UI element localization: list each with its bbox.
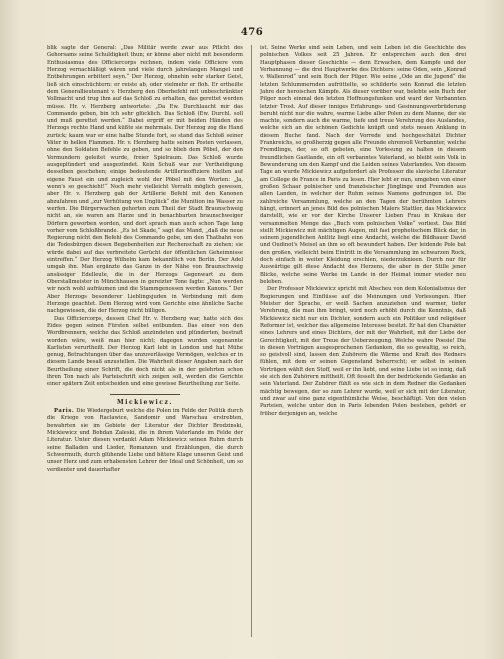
left-paragraph-1: blik sagte der General: „Das Militär werde zwar aus Pflicht des Gehorsams seine Schuldigkeit thun; er könne aber nicht mit besonderm Enthusiasmus des Officiercorps rechnen, indem viele Officiere vom Herzog vernachläßigt wären und viele durch jahrelangen Mangel und Entbehrungen erbittert seyn.“ Der Herzog, ohnehin sehr starker Geist, ließ sich einschüchtern: er reiste ab, oder vielmehr er floh. Er ertheilte dem Generallieutenant v. Herzberg den Oberbefehl mit unbeschränkter Vollmacht und trug ihm auf das Schloß zu erhalten, das gerettet werden müsse. Hr. v. Herzberg antwortete: „Da Ew. Durchlaucht mir das Commando geben, bin ich sehr glücklich. Das Schloß (Ew. Durchl. soll und muß gerettet werden.“ Dabei ergriff er mit beiden Händen des Herzogs rechte Hand und küßte sie mehrmals. Der Herzog zog die Hand zurück; kaum war er eine halbe Stunde fort, so stand das Schloß seiner Väter in hellen Flammen. Hr. v. Herzberg hatte seinen Posten verlassen, ohne den Soldaten Befehle zu geben, und so blieb dem Pöbel, der den Vormundern geleitet wurde, freier Spielraum. Das Schloß wurde ausgeplündert und ausgezündet. Kein Schuß war zur Vertheidigung desselben geschehen; einige bedeutende Artillerieoffiziere hielten auf eigene Faust ein und zugleich wohl der Pöbel mit den Worten: „Ja, wenn's so geschieht!“ Noch mehr vielleicht Verrath möglich gewesen, aber Hr. v. Herzberg gab der Artillerie Befehl mit den Kanonen abzufahren und „zur Verhütung von Unglück“ die Munition ins Wasser zu werfen. Die Bürgerwachen gehorten zum Theil der Stadt Braunschweig nicht an, sie waren am Harze und in benachbarten braunschweiger Dörfern geworben worden, und dort sprach man auch schon Tage lang vorher vom Schloßbrande. „Es ist Skade,“ sagt das Mand, „daß die neue Regierung nicht den Befehl des Commando gebe, um den Thatbahn von die Todesbürgen diesen Begebenheiten zur Rechenschaft zu ziehen; sie würde dabei auf das verbreitete Gerücht der öffentlichen Geheimnisse eintreffen.“ Der Herzog Wilhelm kam bekanntlich von Berlin. Der Adel umgab ihn. Man ergänzte das Ganze in der Nähe von Braunschweig ansässiger Edelleute, die in der Herzogs Gegenwart zu dem Oberstallmeister in Münchhausen in gereizter Tone fagte: „Nun werden wir noch wohl aufräumen und die Stammgenossen werden Kanons.“ Der Aber Herzogs besonderer Lieblingsjuden in Verbindung mit dem Herzoge geachtet. Dem Herzog wird vom Gerichte eine ähnliche Sache nachgewiesen, die der Herzog nicht billigen. xyxy=(47,45,243,315)
section-heading: Mickiewicz. xyxy=(117,398,173,406)
left-paragraph-3 xyxy=(47,408,243,474)
dateline: Paris. xyxy=(54,408,75,414)
page-number: 476 xyxy=(240,27,264,38)
left-paragraph-2: Das Officiercorps, dessen Chef Hr. v. Herzberg war, hatte sich des Eides gegen seinen Fürsten selbst entbunden. Das einer von den Wordbrennern, welche das Schloß anzündeten und plünderten, bestraft worden wäre, weiß man hier nicht; dagegen wurden sogenannte Karlisten verurtheilt. Der Herzog Karl lebt in London und hat Mühe genug, Betrachtungen über das unzuverlässige Vermögen, welches er in diesem Lande besaß anzustellen. Die Wahrheit dieser Angaben nach der Beurtheilung einer Schrift, die doch nicht als in der gelehrten schon ihren Ton nach als Parteischrift sich zeigen soll, werden die Gerichte einer spätern Zeit entscheiden und eine gewisse Beurtheilung zur Seite. xyxy=(47,315,243,388)
left-paragraph-3-text: Die Wiedergeburt welche die Polen im Felde der Politik durch die Kriege von Raclawice, Sandomir und Warschau erstrebten, bewahrten sie im Gebiete der Literatur der Dichter Brodzinski, Mickiewicz und Bohdan Zaleski, die in ihrem Vaterlande im Felde der Literatur. Unter diesen verdankt Adam Mickiewicz seinen Ruhm durch seine Balladen und Lieder, Romanzen und Erzählungen, die durch Schwermuth, durch glühende Liebe und bittere Klage unseren Geist und unser Herz und zum erhabensten Lehrer der Ideal und Schönheit, um so verdienter und dauerhafter xyxy=(47,408,243,473)
left-column xyxy=(47,45,243,637)
right-paragraph-2: Der Professor Mickiewicz spricht mit Abscheu von dem Kolonialismus der Regierungen und Einflüsse auf die Meinungen und Vorlesungen. Hier Meister der Sprache, er weiß Sachen anzuziehen und warmer, tiefer Verehrung, die man ihm bringt, wird noch erhöht durch die Kenntnis, daß Mickiewicz nicht nur ein Dichter, sondern auch ein Politiker und religiöser Reformer ist, welcher das allgemeine Interesse besitzt. Er hat den Charakter eines Lehrers und eines Dichters, der mit der Wahrheit, mit der Liebe der Gerechtigkeit, mit der Treue der Ueberzeugung. Welche wahre Poesie! Die in diesen Vorträgen ausgesprochenen Gedanken, die so gewaltig, so reich, so geistvoll sind, lassen den Zuhörern die Wärme und Kraft des Redners fühlen, mit dem er seinen Gegenstand beherrscht; er selbst in seinen Vorträgen wählt den Stoff, weil er ihn liebt, und seine Liebe ist so innig, daß sie sich den Zuhörern mittheilt. Oft fesselt ihn der bedrückende Gedanke an sein Vaterland. Der Zuhörer fühlt es wie sich in dem Redner die Gedanken mächtig bewegen, der so zum Lehrer wurde, weil er sich mit der Literatur, und zwar auf eine ganz eigenthümliche Weise, beschäftigt. Von den vielen Parteien, welche unter den in Paris lebenden Polen bestehen, gehört er früher derjenigen an, welche xyxy=(260,286,466,417)
section-divider xyxy=(110,394,180,395)
right-column xyxy=(260,45,466,637)
right-paragraph-1: ist. Seine Werke sind sein Leben, und sein Leben ist die Geschichte des polnischen Volkes seit 25 Jahren. Er entsprechen auch den drei Hauptphasen dieser Geschichte — dem Erwachen, dem Kampfe und der Verbannung — die drei Hauptwerke des Dichters: seine Oden, sein „Konrad v. Wallenrod“ und sein Buch der Pilger. Wie seine „Ode an die Jugend“ die letzten Schlummernden aufrüttelte, so schilderte sein Konrad die letzten Jahre der heroischen Kämpfe. Als dieser vorüber war, belebte sein Buch der Pilger noch einmal den letzten Hoffnungsfunken und ward der Verbannten letzter Trost. Auf dieser inniges Erfahrungs- und Gesinnungsverbrüderung beruht nicht nur die wahre, warme Liebe aller Polen zu dem Manne, der sie machte, sondern auch die warme, tiefe und treue Verehrung des Auslandes, welche sich an die schönen Gedichte knüpft und stets neuen Anklang in diesem Buche fand. Nach der Vorrede und hochgeschätzt Dichter Frankreichs, so großherzig gegen alle Freunde ehrenvoll Verbannter, welche Fremdlinge, der, so oft gebeten, eine Vorlesung zu halten in diesem freundlichen Gastlande, ein oft verbanntes Vaterland, so bleibt sein Volk in Bewunderung um den Kampf und die Leiden seines Vaterlandes. Von diesem Tage an wurde Mickiewicz aufgefordert als Professor die slavische Literatur am College de France in Paris zu lesen. Hier lebt er nun, umgeben von einer großen Schaar polnischer und französischer Jünglinge und Fremden aus allen Landen, in welcher der Ruhm seines Namens gedrungen ist. Die zahlreiche Versammlung, welche an den Tagen der berühmten Lehrers hängt, erinnert an jenes Bild des polnischen Malers Stattler, das Mickiewicz darstellt, wie er vor der Kirche Unserer Lieben Frau in Krakau der versammelten Menge das „Buch vom polnischen Volke“ vorliest. Das Bild stellt Mickiewicz mit mächtigen Augen, mit fast prophetischem Blick dar, in seinem jugendlichen Antlitz liegt eine Andacht, welche die Bildhauer David und Oudinot's Meisel an ihm so oft bewundert haben. Der leidende Pole bat den großen, vielleicht beim Eintritt in die Versammlung im schwarzen Rock, doch einfach in weiter Kleidung erschien, niederzuknieen. Durch nur für Auswärtige gilt diese Andacht des Herzens, die aber in der Stille jener Blicke, welche seine Werke im Lande in der Heimat immer wieder neu beleben. xyxy=(260,45,466,285)
column-divider xyxy=(251,45,252,637)
